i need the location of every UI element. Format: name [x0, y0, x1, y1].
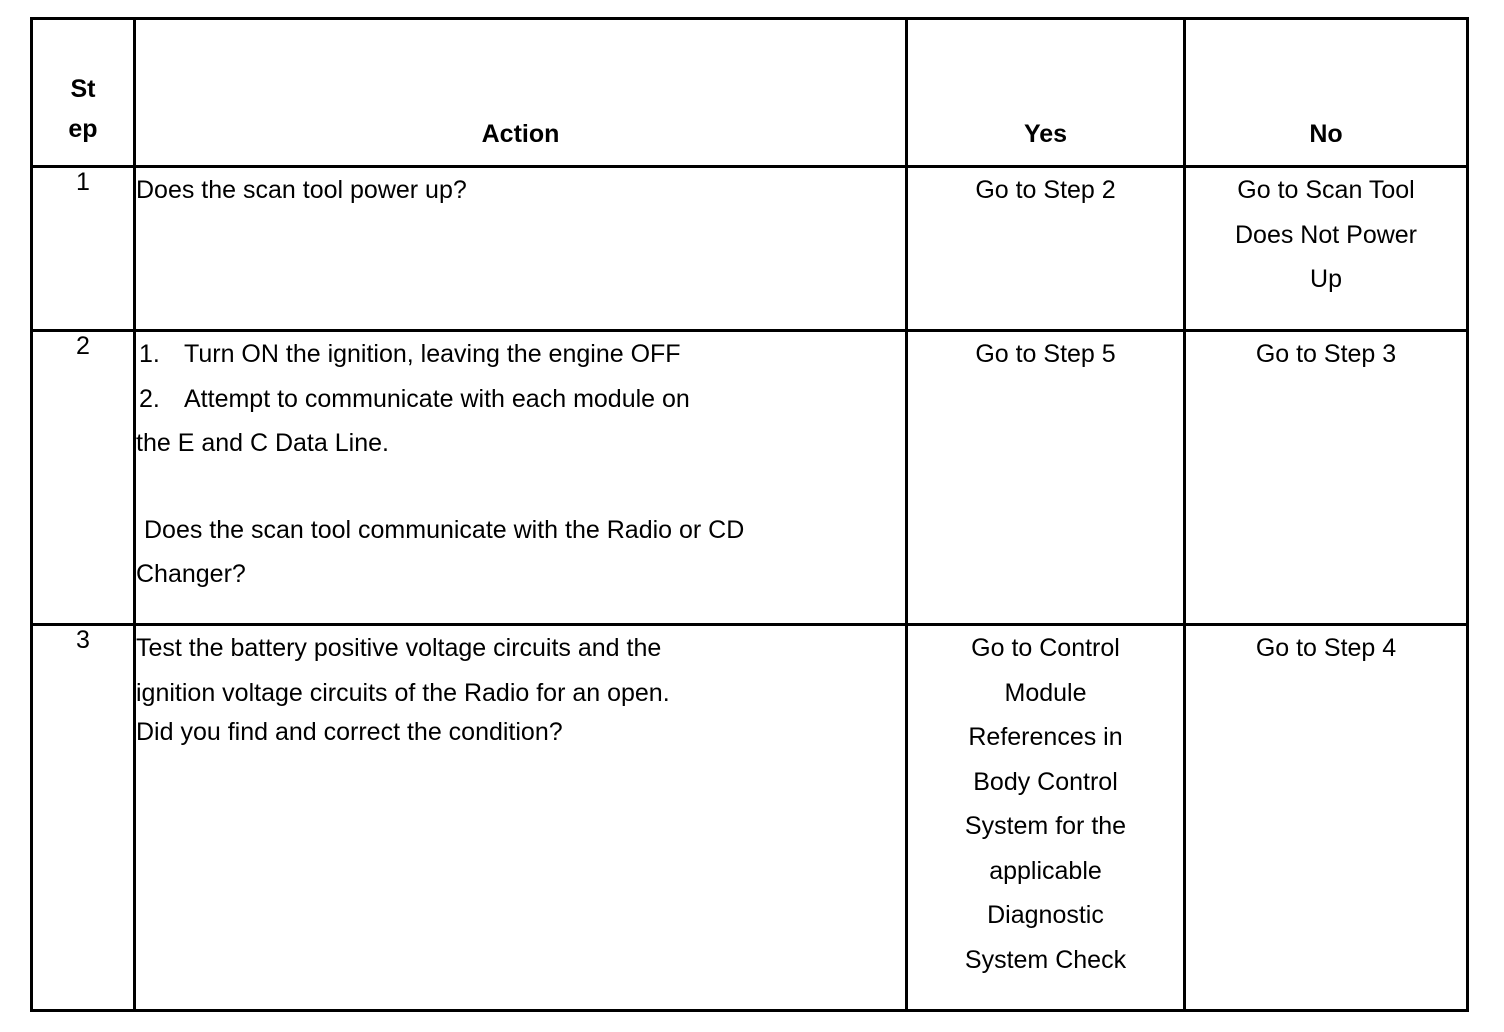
list-number: 2. [139, 384, 160, 413]
table-row [32, 331, 1468, 625]
no-line: Up [1310, 265, 1342, 293]
no-line: Does Not Power [1234, 220, 1418, 249]
header-action: Action [135, 19, 907, 167]
no-text: Go to Step 4 [1255, 634, 1397, 662]
yes-line: applicable [989, 856, 1102, 885]
yes-text: Go to Step 5 [975, 340, 1116, 368]
yes-line: Diagnostic [987, 901, 1104, 929]
action-line: Does the scan tool power up? [136, 176, 467, 204]
yes-line: System Check [964, 945, 1127, 974]
action-cell [135, 331, 907, 625]
header-step-line2: ep [68, 115, 98, 143]
yes-line: References in [968, 723, 1123, 751]
header-step-line1: St [70, 75, 96, 103]
action-line: Did you find and correct the condition? [136, 718, 563, 746]
list-number: 1. [139, 340, 160, 368]
header-no: No [1185, 19, 1468, 167]
yes-line: Go to Control [971, 634, 1120, 662]
question-line: Changer? [136, 560, 246, 588]
list-item [136, 332, 905, 377]
action-line: Test the battery positive voltage circuits and the [136, 634, 662, 662]
yes-cell [907, 331, 1185, 625]
diagnostic-table [30, 17, 1469, 1012]
no-cell [1185, 167, 1468, 331]
step-number: 3 [32, 625, 135, 1011]
header-yes: Yes [907, 19, 1185, 167]
yes-line: System for the [964, 812, 1127, 840]
no-cell [1185, 625, 1468, 1011]
yes-cell [907, 167, 1185, 331]
table-header-row [32, 19, 1468, 167]
no-cell [1185, 331, 1468, 625]
action-cell [135, 625, 907, 1011]
question-line: Does the scan tool communicate with the Radio or CD [144, 515, 745, 544]
step-number: 2 [32, 331, 135, 625]
step-number: 1 [32, 167, 135, 331]
yes-cell [907, 625, 1185, 1011]
list-item [136, 377, 905, 422]
action-line: ignition voltage circuits of the Radio for an open. [136, 678, 670, 707]
list-text: Turn ON the ignition, leaving the engine OFF [184, 340, 681, 368]
no-line: Go to Scan Tool [1237, 176, 1415, 204]
yes-line: Body Control [973, 767, 1118, 796]
yes-line: Module [1004, 678, 1087, 707]
action-cell [135, 167, 907, 331]
table-row [32, 167, 1468, 331]
no-text: Go to Step 3 [1255, 340, 1397, 368]
header-step [32, 19, 135, 167]
table-row [32, 625, 1468, 1011]
list-text: Attempt to communicate with each module on [184, 384, 690, 413]
yes-text: Go to Step 2 [975, 176, 1116, 204]
list-continuation: the E and C Data Line. [136, 429, 389, 457]
